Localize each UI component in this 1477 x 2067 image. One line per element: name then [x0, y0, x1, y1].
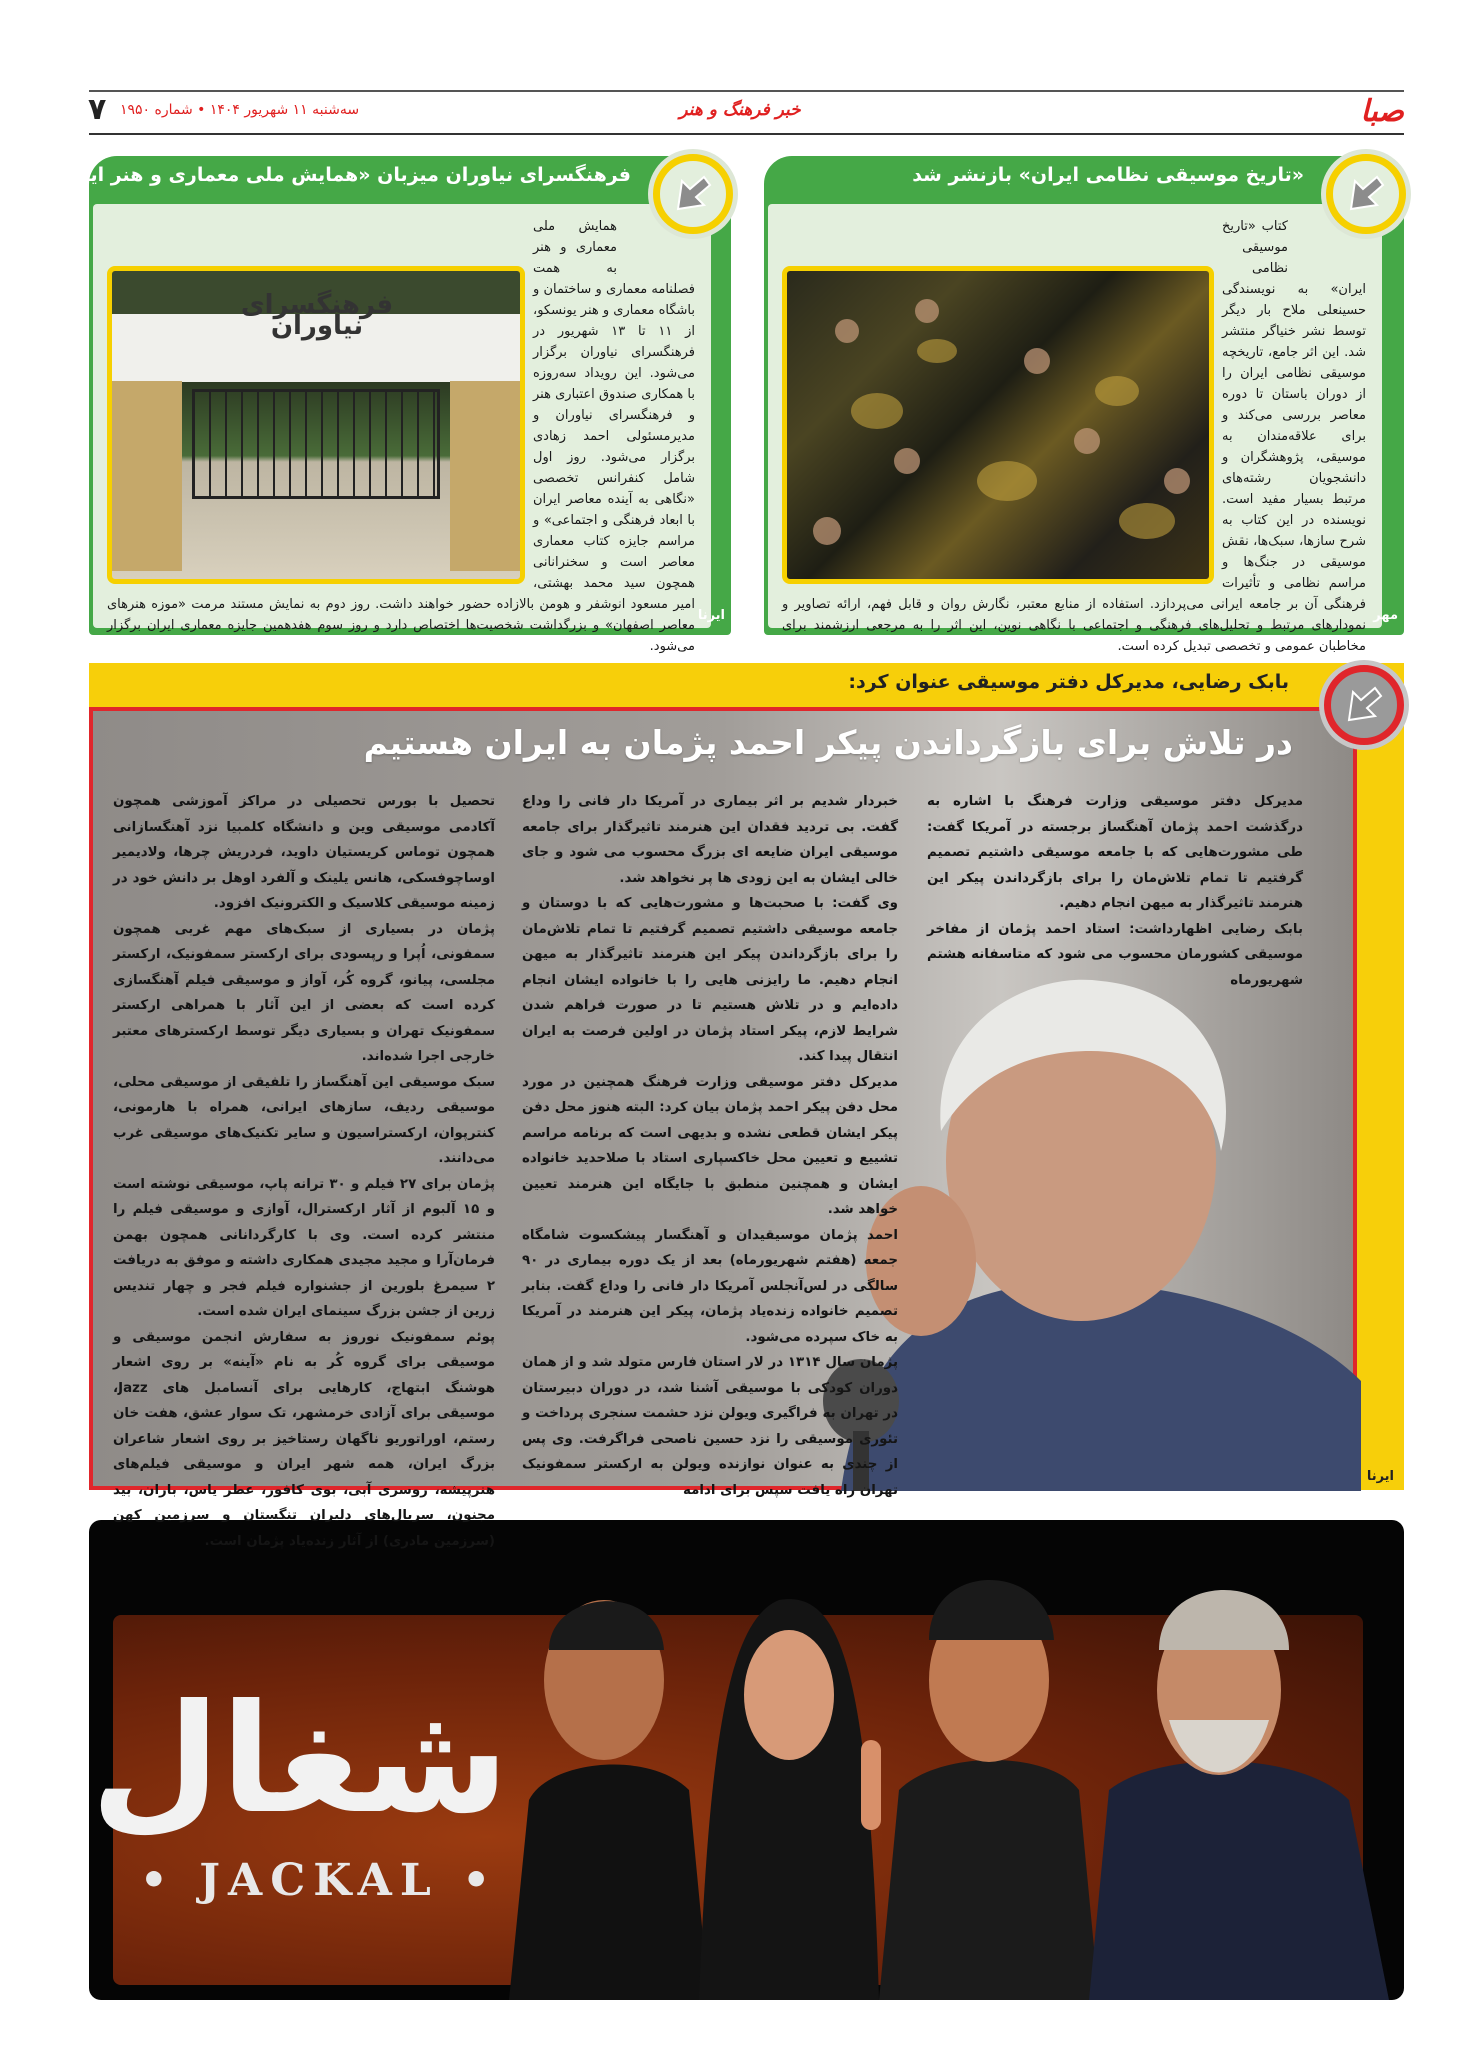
paragraph: پژمان در بسیاری از سبک‌های مهم غربی همچون سمفونی، اُپرا و رپسودی برای ارکستر سمفونیک، ارکستر مجلسی، پیانو، گروه کُر، آواز و موسیقی فیلم آهنگسازی کرده است که بعضی از این آثار با همراهی ارکستر سمفونیک تهران و بسیاری دیگر توسط ارکسترهای معتبر خارجی اجرا شده‌اند. — [113, 921, 495, 1064]
article-headline: در تلاش برای بازگرداندن پیکر احمد پژمان به ایران هستیم — [363, 723, 1293, 762]
paragraph: مدیرکل دفتر موسیقی وزارت فرهنگ با اشاره به درگذشت احمد پژمان آهنگساز برجسته در آمریکا گفت: طی مشورت‌هایی که با جامعه موسیقی داشتیم تصمیم گرفتیم تا تمام تلاش‌مان را برای بازگرداندن پیکر این هنرمند تاثیرگذار به میهن انجام دهیم. — [927, 794, 1303, 911]
header-bottom-rule — [89, 133, 1404, 135]
page-number: ۷ — [88, 92, 107, 127]
story-body-panel — [93, 204, 711, 654]
article-column-middle — [522, 789, 898, 1503]
section-title: خبر فرهنگ و هنر — [679, 100, 801, 120]
story-military-music — [764, 156, 1404, 654]
advert-title-english: • JACKAL • — [139, 1855, 499, 1906]
article-column-right — [927, 789, 1303, 993]
paragraph: خبردار شدیم بر اثر بیماری در آمریکا دار فانی را وداع گفت. بی تردید فقدان این هنرمند تاثیرگذار برای جامعه موسیقی ایران ضایعه ای بزرگ محسوب می شود و جای خالی ایشان به این زودی ها پر نخواهد شد. — [522, 794, 898, 886]
iron-gate — [192, 389, 440, 499]
paragraph: پوئم سمفونیک نوروز به سفارش انجمن موسیقی و موسیقی برای گروه کُر به نام «آینه» بر روی اشعار هوشنگ ابتهاج، کارهایی برای آنسامبل های Jazz، موسیقی برای آزادی خرمشهر، تک سوار عشق، هفت خان رستم، اوراتوریو ناگهان رستاخیز بر روی اشعار شاعران بزرگ ایران، همه شهر ایران و موسیقی فیلم‌های هنرپیشه، روسری آبی، بوی کافور، عطر یاس، باران، بید مجنون، سریال‌های دلیران تنگستان و سرزمین کهن (سرزمین مادری) از آثار زنده‌یاد پژمان است. — [113, 1329, 495, 1549]
story-text: کتاب «تاریخ موسیقی نظامی ایران» به نویسندگی حسینعلی ملاح بار دیگر توسط نشر خنیاگر منتشر شد. این اثر جامع، تاریخچه موسیقی نظامی ایران را از دوران باستان تا دوره معاصر بررسی می‌کند و برای علاقه‌مندان به موسیقی، پژوهشگران و دانشجویان رشته‌های مرتبط بسیار مفید است. نویسنده در این کتاب به شرح سازها، سبک‌ها، نقش موسیقی در جنگ‌ها و مراسم نظامی و تأثیرات فرهنگی آن بر جامعه ایرانی می‌پردازد. استفاده از منابع معتبر، نگارش روان و قابل فهم، ارائه تصاویر و نمودارهای مرتبط و تحلیل‌های فرهنگی و اجتماعی با نگاهی نوین، این اثر را به مرجعی ارزشمند برای مخاطبان عمومی و تخصصی تبدیل کرده است. — [782, 219, 1366, 654]
paragraph: بابک رضایی اظهارداشت: استاد احمد پژمان از مفاخر موسیقی کشورمان محسوب می شود که متاسفانه هشتم شهریورماه — [927, 921, 1303, 988]
dateline: سه‌شنبه ۱۱ شهریور ۱۴۰۴ • شماره ۱۹۵۰ — [120, 102, 360, 118]
source-credit: ایرنا — [697, 608, 725, 623]
advert-title-persian: شغال — [90, 1673, 509, 1847]
brass-instruments-illustration — [787, 271, 1209, 579]
newspaper-logo: صبا — [1360, 94, 1404, 129]
story-niavaran-conference — [43, 156, 731, 654]
story-title: فرهنگسرای نیاوران میزبان «همایش ملی معماری و هنر ایران» — [43, 164, 631, 186]
source-credit: مهر — [1373, 608, 1398, 623]
header-top-rule — [89, 90, 1404, 92]
main-article — [89, 663, 1404, 1549]
article-panel — [89, 707, 1357, 1549]
story-text: همایش ملی معماری و هنر به همت فصلنامه معماری و ساختمان و باشگاه معماری و هنر یونسکو، از ۱۱ تا ۱۳ شهریور در فرهنگسرای نیاوران برگزار می‌شود. این رویداد سه‌روزه با همکاری صندوق اعتباری هنر و فرهنگسرای نیاوران و مدیرمسئولی احمد زهادی برگزار می‌شود. روز اول شامل کنفرانس تخصصی «نگاهی به آینده معاصر ایران با ابعاد فرهنگی و اجتماعی» و مراسم جایزه کتاب معماری معاصر است و سخنرانانی همچون سید محمد بهشتی، امیر مسعود انوشفر و هومن بالازاده حضور خواهند داشت. روز دوم به نمایش مستند مرمت «موزه هنرهای معاصر اصفهان» و بزرگداشت شخصیت‌ها اختصاص دارد و روز سوم هفدهمین جایزه معماری ایران برگزار می‌شود. — [107, 219, 696, 654]
gate-sign-text: فرهنگسرای نیاوران — [240, 290, 394, 341]
paragraph: تحصیل با بورس تحصیلی در مراکز آموزشی همچون آکادمی موسیقی وین و دانشگاه کلمبیا نزد آهنگسازانی همچون توماس کریستیان داوید، فردریش چرها، ولادیمیر اوساچوفسکی، هانس یلینک و آلفرد اوهل بر دانش خود در زمینه موسیقی کلاسیک و الکترونیک افزود. — [113, 794, 495, 911]
cultural-center-gate-photo — [107, 266, 525, 584]
section-badge — [1324, 665, 1404, 745]
gate-pillar-left — [112, 381, 182, 571]
jackal-series-advert[interactable] — [89, 1520, 1404, 2000]
arrow-down-left-icon — [1345, 173, 1387, 215]
paragraph: پژمان سال ۱۳۱۴ در لار استان فارس متولد شد و از همان دوران کودکی با موسیقی آشنا شد، در دوران دبیرستان در تهران به فراگیری ویولن نزد حشمت سنجری پرداخت و تئوری موسیقی را نزد حسین ناصحی فراگرفت. وی پس از چندی به عنوان نوازنده ویولن به ارکستر سمفونیک تهران راه یافت سپس برای ادامه — [522, 1355, 898, 1498]
source-credit: ایرنا — [1366, 1469, 1394, 1484]
arrow-down-left-icon — [1343, 684, 1385, 726]
paragraph: پژمان برای ۲۷ فیلم و ۳۰ ترانه پاپ، موسیقی نوشته است و ۱۵ آلبوم از آثار ارکسترال، آوازی و موسیقی فیلم را منتشر کرده است. وی با کارگردانانی همچون بهمن فرمان‌آرا و مجید مجیدی همکاری داشته و موفق به دریافت ۲ سیمرغ بلورین از جشنواره فیلم فجر و چهار تندیس زرین از جشن بزرگ سینمای ایران شده است. — [113, 1176, 495, 1319]
section-badge — [653, 154, 733, 234]
arrow-down-left-icon — [672, 173, 714, 215]
paragraph: وی گفت: با صحبت‌ها و مشورت‌هایی که با دوستان و جامعه موسیقی داشتیم تصمیم گرفتیم تا تمام تلاش‌مان را برای بازگرداندن پیکر این هنرمند تاثیرگذار به میهن انجام دهیم. ما رایزنی هایی را با خانواده ایشان انجام داده‌ایم و در تلاش هستیم تا در صورت فراهم شدن شرایط لازم، پیکر استاد پژمان در اولین فرصت به ایران انتقال پیدا کند. — [522, 896, 898, 1064]
paragraph: سبک موسیقی این آهنگساز را تلفیقی از موسیقی محلی، موسیقی ردیف، سازهای ایرانی، همراه با هارمونی، کنترپوان، ارکستراسیون و سایر تکنیک‌های موسیقی غرب می‌دانند. — [113, 1074, 495, 1166]
article-column-left — [113, 789, 495, 1554]
gate-pillar-right — [450, 381, 520, 571]
military-band-photo — [782, 266, 1214, 584]
section-badge — [1326, 154, 1406, 234]
story-title: «تاریخ موسیقی نظامی ایران» بازنشر شد — [912, 164, 1304, 186]
paragraph: احمد پژمان موسیقیدان و آهنگسار پیشکسوت شامگاه جمعه (هفتم شهریورماه) بعد از یک دوره بیماری در ۹۰ سالگی در لس‌آنجلس آمریکا دار فانی را وداع گفت. بنابر تصمیم خانواده زنده‌یاد پژمان، پیکر این هنرمند در آمریکا به خاک سپرده می‌شود. — [522, 1227, 898, 1345]
cast-illustration — [509, 1540, 1399, 2000]
story-body-panel — [768, 204, 1382, 654]
paragraph: مدیرکل دفتر موسیقی وزارت فرهنگ همچنین در مورد محل دفن پیکر احمد پژمان بیان کرد: البته هنوز محل دفن پیکر ایشان قطعی نشده و بدیهی است که برنامه مراسم تشییع و تعیین محل خاکسپاری استاد با صلاحدید خانواده ایشان و همچنین منطبق با جایگاه این هنرمند تعیین خواهد شد. — [522, 1074, 898, 1217]
article-kicker: بابک رضایی، مدیرکل دفتر موسیقی عنوان کرد: — [848, 671, 1289, 693]
